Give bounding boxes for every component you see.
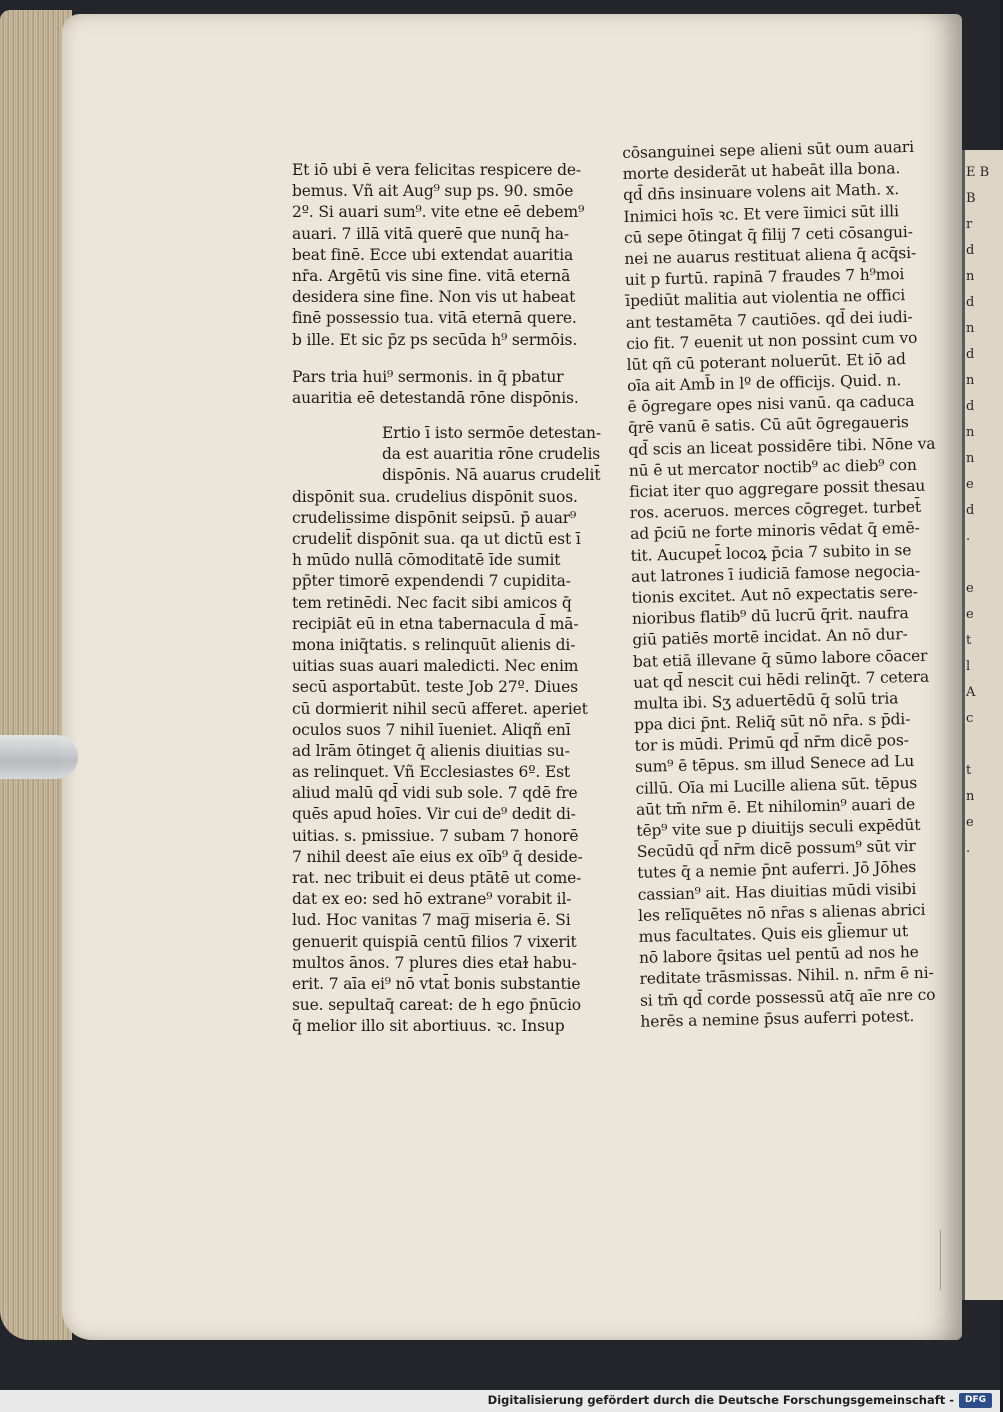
text-line: cassian⁹ ait. Has diuitias mūdi visibi	[637, 879, 917, 904]
text-line: cū dormierit nihil secū afferet. aperiet	[292, 699, 588, 718]
footer-bar	[0, 1390, 1000, 1412]
text-line: oīa ait Amb̄ in lº de officijs. Quid. n.	[626, 371, 902, 396]
text-line: mona iniq̄tatis. s relinquūt alienis di-	[292, 635, 576, 654]
text-line: Et iō ubi ē vera felicitas respicere de-	[292, 161, 582, 179]
text-line: tit. Aucupet̄ locoꝝ p̄cia 7 subito in se	[630, 540, 912, 565]
text-line: 7 nihil deest aīe eius ex oīb⁹ q̄ deside-	[292, 847, 583, 866]
text-line: recipiāt eū in etna tabernacula d̄ mā-	[292, 614, 579, 633]
text-line: sum⁹ ē tēpus. sm illud Senece ad Lu	[634, 752, 915, 777]
text-line: Inimici hoīs ꝛc. Et vere īimici sūt illi	[623, 201, 899, 226]
dfg-logo: DFG	[959, 1393, 992, 1408]
text-line: qd̄ scis an liceat possidēre tibi. Nōne va	[628, 434, 936, 459]
text-line: cū sepe ōtingat q̄ filij 7 ceti cōsangui-	[623, 222, 913, 247]
text-line: aut latrones ī iudiciā famose negocia-	[630, 561, 921, 586]
text-line: crudelissime dispōnit seipsū. p̄ auar⁹	[292, 508, 577, 527]
text-line: 2º. Si auari sum⁹. vite etne eē debem⁹	[292, 203, 585, 222]
text-line: reditate trāsmissas. Nihil. n. nr̄m ē ni-	[639, 963, 934, 989]
text-line: dat ex eo: sed hō extrane⁹ vorabit il-	[292, 890, 572, 909]
text-line: tionis excitet. Aut nō expectatis sere-	[631, 582, 918, 607]
text-line: Secūdū qd̄ nr̄m dicē possum⁹ sūt vir	[636, 837, 916, 862]
text-line: nr̄a. Argētū vis sine fine. vitā eternā	[292, 266, 571, 285]
text-line: secū asportabūt. teste Job 27º. Diues	[292, 678, 578, 697]
text-line: les relīquētes nō nr̄as s alienas abrici	[637, 900, 926, 925]
text-line: dispōnit sua. crudelius dispōnit suos.	[292, 487, 578, 506]
text-line: morte desiderāt ut habeāt illa bona.	[622, 159, 901, 184]
text-line: uitias. s. pmissiue. 7 subam 7 honorē	[292, 826, 579, 845]
text-line: sue. sepultaq̄ careat: de h ego p̄nūcio	[292, 996, 581, 1015]
text-line: tēp⁹ vite sue p diuitijs seculi expēdūt	[636, 815, 921, 840]
text-line: erit. 7 aīa ei⁹ nō vtat̄ bonis substantie	[292, 974, 581, 993]
text-line: lūt qñ cū poterant noluerūt. Et iō ad	[626, 349, 906, 374]
text-line: cio fit. 7 euenit ut non possint cum vo	[626, 328, 918, 353]
text-line: bemus. Vñ ait Aug⁹ sup ps. 90. smōe	[292, 182, 574, 201]
text-line: genuerit quispiā centū filios 7 vixerit	[292, 932, 577, 951]
bookmark-clip	[0, 735, 78, 779]
text-line: uit p furtū. rapinā 7 fraudes 7 h⁹moi	[624, 265, 905, 290]
text-line: Pars tria hui⁹ sermonis. in q̄ pbatur	[292, 367, 564, 386]
text-line: mus facultates. Quis eis gl̄iemur ut	[638, 922, 909, 946]
right-text-column	[622, 137, 941, 1033]
text-line: cillū. Oīa mi Lucille aliena sūt. tēpus	[635, 773, 918, 798]
footer-credit: Digitalisierung gefördert durch die Deutsche Forschungsgemeinschaft -	[487, 1393, 954, 1407]
text-line: bat etiā illevane q̄ sūmo labore cōacer	[632, 646, 928, 671]
pencil-mark	[940, 1230, 955, 1290]
text-line: herēs a nemine p̄sus auferri potest.	[640, 1006, 915, 1031]
text-line: b ille. Et sic p̄z ps secūda h⁹ sermōis.	[292, 330, 578, 349]
text-line: Ertio ī isto sermōe detestan-	[382, 424, 601, 443]
text-line: tem retinēdi. Nec facit sibi amicos q̄	[292, 593, 572, 612]
text-line: nei ne auarus restituat aliena q̄ acq̄si-	[624, 243, 917, 268]
text-line: ē ōgregare opes nisi vanū. qa caduca	[627, 392, 915, 417]
text-line: nō labore q̄sitas uel pentū ad nos he	[638, 943, 919, 967]
text-line: ros. aceruos. merces cōgreget. turbet̄	[629, 498, 922, 523]
text-line: giū patiēs mortē incidat. An nō dur-	[632, 625, 908, 650]
text-line: ficiat iter quo aggregare possit thesau	[629, 476, 926, 501]
text-line: ant testamēta 7 cautiōes. qd̄ dei iudi-	[625, 307, 913, 332]
text-line: crudelit̄ dispōnit sua. qa ut dictū est ī	[292, 530, 581, 548]
text-line: uitias suas auari maledicti. Nec enim	[292, 657, 579, 676]
text-line: uat qd̄ nescit cui hēdi relinq̄t. 7 cetera	[633, 667, 930, 692]
text-line: auari. 7 illā vitā querē que nunq̄ ha-	[292, 224, 569, 243]
text-line: cōsanguinei sepe alieni sūt oum auari	[622, 137, 915, 162]
text-line: tutes q̄ a nemie p̄nt auferri. Jō Jōhes	[637, 858, 917, 883]
text-line: multa ibi. Sʒ aduertēdū q̄ solū tria	[633, 689, 899, 713]
text-line: q̄rē vanū ē satis. Cū aūt ōgregaueris	[627, 413, 909, 438]
text-line: multos ānos. 7 plures dies etaɫ habu-	[292, 953, 577, 972]
text-line: aūt tm̄ nr̄m ē. Et nihilomin⁹ auari de	[635, 794, 916, 819]
text-line: quēs apud hoīes. Vir cui de⁹ dedit di-	[292, 805, 576, 824]
text-line: as relinquet. Vñ Ecclesiastes 6º. Est	[292, 763, 571, 782]
text-line: tor is mūdi. Primū qd̄ nr̄m dicē pos-	[634, 731, 909, 756]
text-line: nioribus flatib⁹ dū lucrū q̄rit. naufra	[631, 604, 909, 629]
paragraph-1	[292, 160, 604, 351]
text-line: qd̄ dn̄s insinuare volens ait Math. x.	[622, 180, 900, 205]
text-line: q̄ melior illo sit abortiuus. ꝛc. Insup	[292, 1017, 565, 1036]
text-line: beat finē. Ecce ubi extendat auaritia	[292, 245, 574, 264]
text-line: dispōnis. Nā auarus crudelit̄	[382, 466, 601, 485]
text-line: oculos suos 7 nihil īueniet. Aliqñ enī	[292, 720, 571, 739]
text-line: auaritia eē detestandā rōne dispōnis.	[292, 388, 579, 407]
text-line: ad p̄ciū ne forte minoris vēdat q̄ emē-	[630, 519, 920, 544]
text-line: pp̄ter timorē expendendi 7 cupidita-	[292, 572, 571, 591]
text-line: h mūdo nullā cōmoditatē īde sumit	[292, 551, 561, 570]
text-line: desidera sine fine. Non vis ut habeat	[292, 288, 576, 307]
text-line: lud. Hoc vanitas 7 mag̅ miseria ē. Si	[292, 911, 571, 930]
facing-page-text: E B B r d n d n d n d n n e d . e e t l A c t n e .	[966, 165, 990, 856]
paragraph-2	[292, 423, 604, 1037]
text-line: si tm̄ qd̄ corde possessū atq̄ aīe nre co	[639, 985, 936, 1010]
text-line: nū ē ut mercator noctib⁹ ac dieb⁹ con	[628, 455, 917, 480]
text-line: ppa dici p̄nt. Reliq̄ sūt nō nr̄a. s p̄di-	[634, 710, 911, 734]
text-line: īpediūt malitia aut violentia ne offici	[625, 286, 906, 311]
text-line: finē possessio tua. vitā eternā quere.	[292, 309, 577, 328]
section-heading	[292, 367, 604, 409]
text-line: aliud malū qd̄ vidi sub sole. 7 qdē fre	[292, 784, 578, 803]
left-text-column	[292, 160, 604, 1038]
text-line: da est auaritia rōne crudelis	[382, 445, 601, 464]
text-line: rat. nec tribuit ei deus ptātē ut come-	[292, 869, 582, 887]
text-line: ad lrām ōtinget q̄ alienis diuitias su-	[292, 741, 570, 760]
